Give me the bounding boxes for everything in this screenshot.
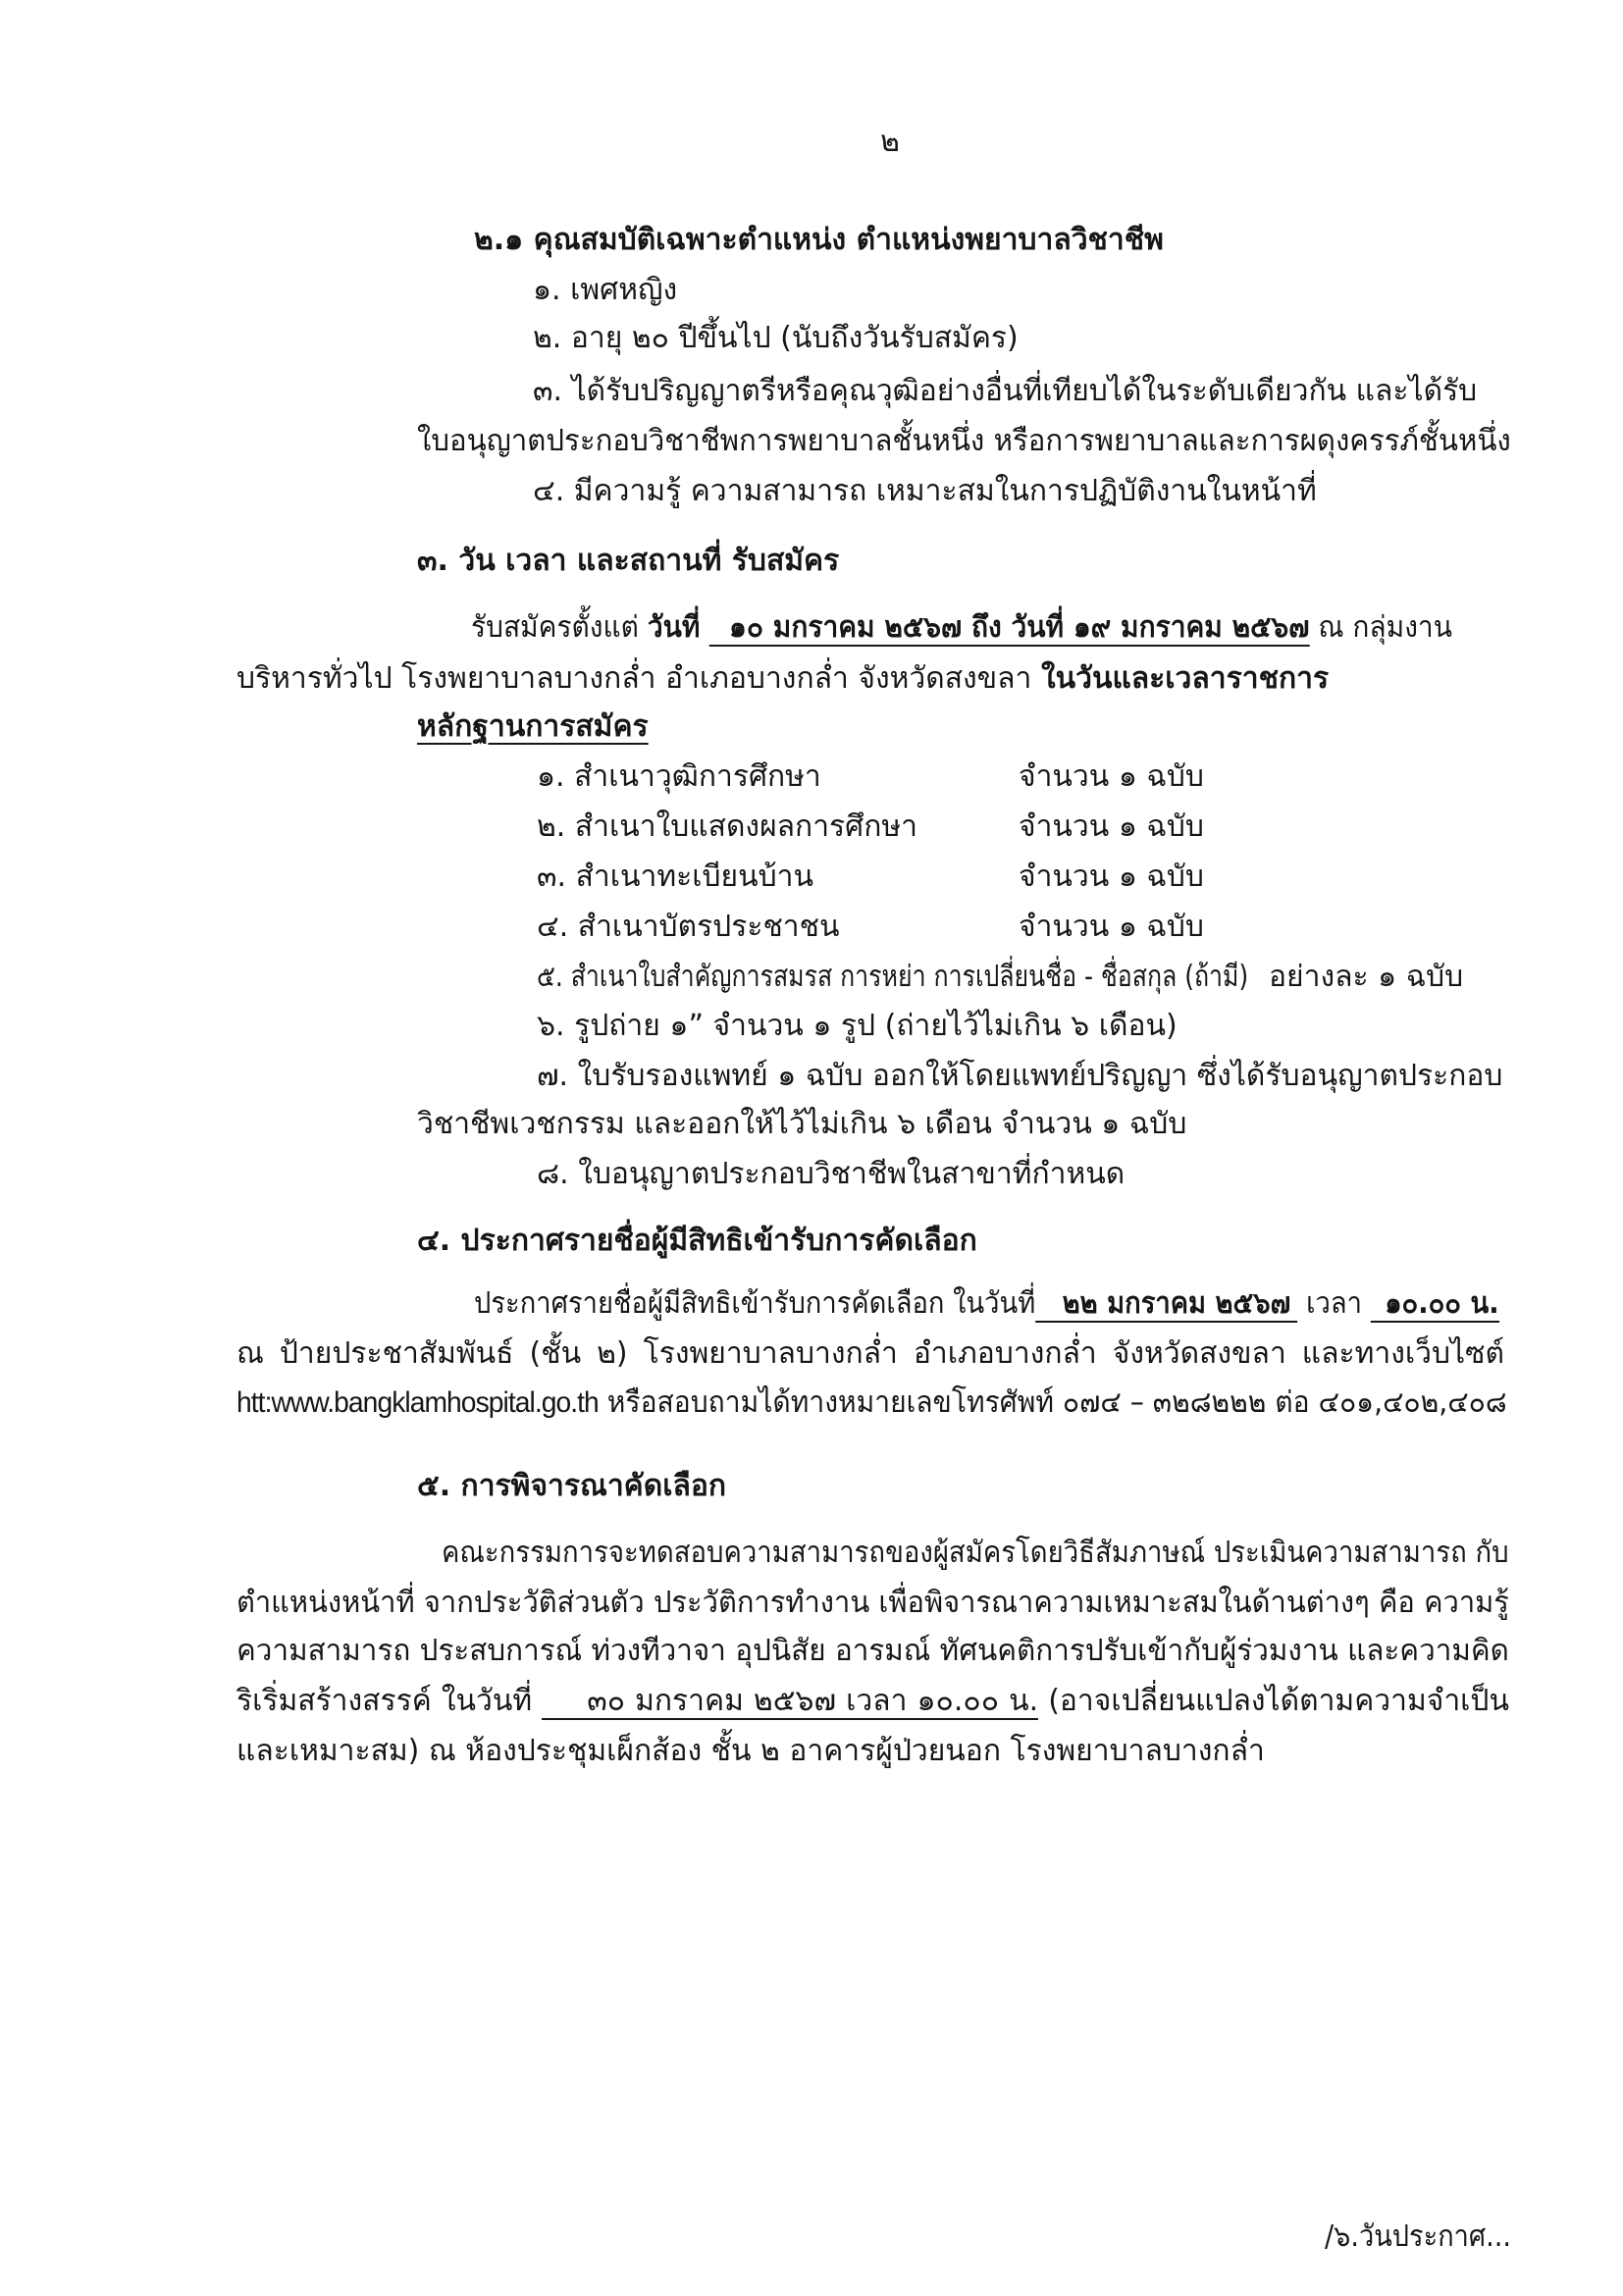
qualifications-heading: ๒.๑ คุณสมบัติเฉพาะตำแหน่ง ตำแหน่งพยาบาลวิชาชีพ [474, 223, 1164, 257]
announcement-lead: ประกาศรายชื่อผู้มีสิทธิเข้ารับการคัดเลือก ในวันที่ [474, 1286, 1036, 1321]
document-quantity: อย่างละ ๑ ฉบับ [1269, 960, 1464, 994]
qualification-item: ๒. อายุ ๒๐ ปีขึ้นไป (นับถึงวันรับสมัคร) [533, 321, 1019, 355]
announcement-heading: ๔. ประกาศรายชื่อผู้มีสิทธิเข้ารับการคัดเลือก [417, 1224, 977, 1258]
document-item-continuation: วิชาชีพเวชกรรม และออกให้ไว้ไม่เกิน ๖ เดือน จำนวน ๑ ฉบับ [417, 1107, 1187, 1141]
application-heading: ๓. วัน เวลา และสถานที่ รับสมัคร [417, 544, 840, 578]
document-quantity: จำนวน ๑ ฉบับ [1019, 759, 1204, 794]
document-quantity: จำนวน ๑ ฉบับ [1019, 910, 1204, 944]
document-item: ๓. สำเนาทะเบียนบ้าน [537, 860, 814, 894]
selection-schedule-lead: ริเริ่มสร้างสรรค์ ในวันที่ [236, 1684, 533, 1718]
selection-paragraph-line: ความสามารถ ประสบการณ์ ท่วงทีวาจา อุปนิสัย อารมณ์ ทัศนคติการปรับเข้ากับผู้ร่วมงาน และความคิด [236, 1634, 1509, 1668]
period-lead: รับสมัครตั้งแต่ [471, 610, 639, 645]
selection-schedule-tail: (อาจเปลี่ยนแปลงได้ตามความจำเป็น [1048, 1684, 1509, 1718]
document-item: ๘. ใบอนุญาตประกอบวิชาชีพในสาขาที่กำหนด [537, 1157, 1126, 1191]
selection-schedule: ๓๐ มกราคม ๒๕๖๗ เวลา ๑๐.๐๐ น. [542, 1684, 1038, 1720]
selection-paragraph-line: ตำแหน่งหน้าที่ จากประวัติส่วนตัว ประวัติการทำงาน เพื่อพิจารณาความเหมาะสมในด้านต่างๆ คือ ความรู้ [236, 1586, 1509, 1620]
document-item: ๑. สำเนาวุฒิการศึกษา [537, 759, 821, 794]
announcement-line-3 [236, 1379, 1507, 1428]
announcement-date: ๒๒ มกราคม ๒๕๖๗ [1035, 1286, 1297, 1323]
page-number: ๒ [880, 125, 900, 159]
document-item: ๔. สำเนาบัตรประชาชน [537, 910, 840, 944]
document-item: ๗. ใบรับรองแพทย์ ๑ ฉบับ ออกให้โดยแพทย์ปริญญา ซึ่งได้รับอนุญาตประกอบ [537, 1059, 1503, 1093]
qualification-item: ๑. เพศหญิง [533, 273, 678, 307]
selection-schedule-line [236, 1677, 1509, 1726]
application-place-line [236, 654, 1502, 704]
website-text: htt:www.bangklamhospital.go.th [236, 1386, 599, 1419]
period-tail: ณ กลุ่มงาน [1318, 610, 1452, 645]
document-item: ๒. สำเนาใบแสดงผลการศึกษา [537, 809, 917, 844]
contact-phone-text: หรือสอบถามได้ทางหมายเลขโทรศัพท์ ๐๗๔ – ๓๒๘๒๒๒ ต่อ ๔๐๑,๔๐๒,๔๐๘ [606, 1385, 1507, 1420]
documents-heading: หลักฐานการสมัคร [417, 709, 649, 744]
qualification-item-continuation: ใบอนุญาตประกอบวิชาชีพการพยาบาลชั้นหนึ่ง หรือการพยาบาลและการผดุงครรภ์ชั้นหนึ่ง [417, 424, 1511, 458]
selection-paragraph-line: และเหมาะสม) ณ ห้องประชุมเผ็กส้อง ชั้น ๒ อาคารผู้ป่วยนอก โรงพยาบาลบางกล่ำ [236, 1734, 1265, 1768]
document-quantity: จำนวน ๑ ฉบับ [1019, 809, 1204, 844]
qualification-item: ๔. มีความรู้ ความสามารถ เหมาะสมในการปฏิบัติงานในหน้าที่ [533, 474, 1317, 508]
selection-paragraph-line: คณะกรรมการจะทดสอบความสามารถของผู้สมัครโดยวิธีสัมภาษณ์ ประเมินความสามารถ กับ [442, 1536, 1509, 1570]
period-day-label: วันที่ [647, 610, 701, 645]
announcement-line-2: ณ ป้ายประชาสัมพันธ์ (ชั้น ๒) โรงพยาบาลบางกล่ำ อำเภอบางกล่ำ จังหวัดสงขลา และทางเว็บไซต์ [236, 1336, 1504, 1371]
announcement-line-1 [474, 1279, 1499, 1329]
application-dates: ๑๐ มกราคม ๒๕๖๗ ถึง วันที่ ๑๙ มกราคม ๒๕๖๗ [708, 610, 1309, 647]
announcement-time-label: เวลา [1306, 1286, 1362, 1321]
document-item: ๕. สำเนาใบสำคัญการสมรส การหย่า การเปลี่ยนชื่อ - ชื่อสกุล (ถ้ามี) [537, 960, 1249, 994]
application-hours: ในวันและเวลาราชการ [1040, 661, 1330, 696]
document-quantity: จำนวน ๑ ฉบับ [1019, 860, 1204, 894]
qualification-item: ๓. ได้รับปริญญาตรีหรือคุณวุฒิอย่างอื่นที่เทียบได้ในระดับเดียวกัน และได้รับ [533, 374, 1478, 408]
document-item: ๖. รูปถ่าย ๑” จำนวน ๑ รูป (ถ่ายไว้ไม่เกิน ๖ เดือน) [537, 1009, 1178, 1043]
announcement-time: ๑๐.๐๐ น. [1371, 1286, 1499, 1323]
application-period-line [471, 603, 1452, 652]
selection-heading: ๕. การพิจารณาคัดเลือก [417, 1469, 727, 1503]
continuation-footer: /๖.วันประกาศ... [1325, 2219, 1511, 2254]
application-place: บริหารทั่วไป โรงพยาบาลบางกล่ำ อำเภอบางกล่ำ จังหวัดสงขลา [236, 661, 1032, 696]
